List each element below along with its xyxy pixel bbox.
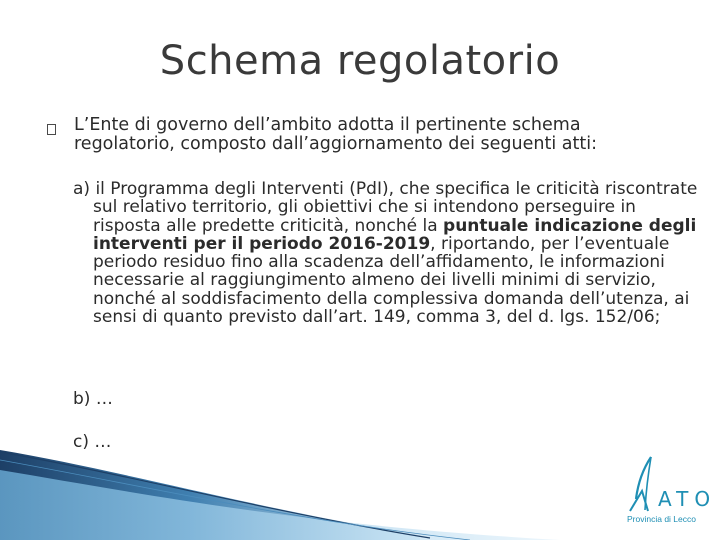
slide-title: Schema regolatorio xyxy=(159,38,561,84)
square-bullet-icon xyxy=(47,124,56,135)
item-a-text: a) il Programma degli Interventi (PdI), che specifica le criticità riscontrate sul relativo territorio, gli obiettivi che si intendono perseguire in risposta alle predette criticità, nonché la xyxy=(73,179,698,236)
bullet-paragraph: L’Ente di governo dell’ambito adotta il pertinente schema regolatorio, composto dall’aggiornamento dei seguenti atti: xyxy=(74,115,597,154)
item-a-text-end: , riportando, per l’eventuale periodo residuo fino alla scadenza dell’affidamento, le informazioni necessarie al raggiungimento almeno dei livelli minimi di servizio, nonché al soddisfacimento della complessiva domanda dell’utenza, ai sensi di quanto previsto dall’art. 149, comma 3, del d. lgs. 152/06; xyxy=(93,233,690,328)
list-item-c: c) … xyxy=(73,432,112,452)
logo-subtitle: Provincia di Lecco xyxy=(627,514,696,524)
item-a-bold-text: puntuale indicazione degli interventi per il periodo 2016-2019 xyxy=(93,215,697,254)
list-item-b: b) … xyxy=(73,389,113,409)
logo-name: ATO xyxy=(658,487,717,511)
list-item-a xyxy=(73,180,703,326)
decorative-wave xyxy=(0,440,720,540)
